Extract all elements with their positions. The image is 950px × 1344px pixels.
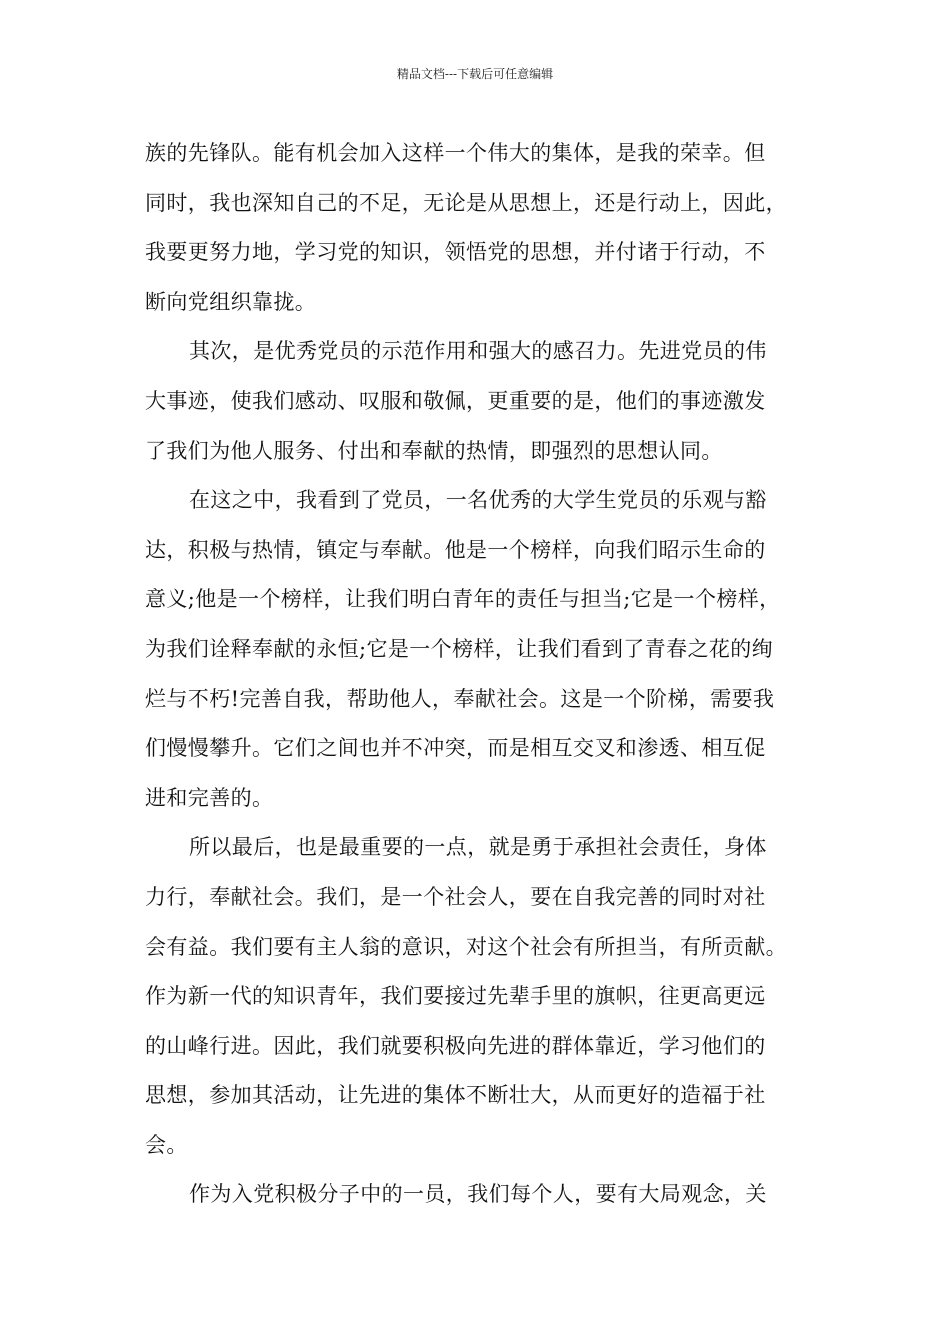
text-line: 作为新一代的知识青年，我们要接过先辈手里的旗帜，往更高更远 [145, 984, 766, 1009]
page-header: 精品文档---下载后可任意编辑 [396, 67, 554, 81]
text-line: 所以最后，也是最重要的一点，就是勇于承担社会责任，身体 [189, 835, 767, 860]
document-body [145, 129, 807, 1220]
text-line: 会。 [145, 1132, 188, 1157]
text-line: 的山峰行进。因此，我们就要积极向先进的群体靠近，学习他们的 [145, 1033, 766, 1058]
text-line: 我要更努力地，学习党的知识，领悟党的思想，并付诸于行动，不 [145, 240, 766, 265]
text-line: 断向党组织靠拢。 [145, 289, 317, 314]
text-line: 同时，我也深知自己的不足，无论是从思想上，还是行动上，因此， [145, 190, 787, 215]
text-line: 思想，参加其活动，让先进的集体不断壮大，从而更好的造福于社 [145, 1083, 766, 1108]
text-line: 作为入党积极分子中的一员，我们每个人，要有大局观念，关 [189, 1182, 767, 1207]
text-line: 会有益。我们要有主人翁的意识，对这个社会有所担当，有所贡献。 [145, 934, 787, 959]
text-line: 力行，奉献社会。我们，是一个社会人，要在自我完善的同时对社 [145, 884, 766, 909]
paragraph-3 [145, 476, 807, 823]
paragraph-1 [145, 129, 807, 327]
paragraph-4 [145, 823, 807, 1170]
text-line: 其次，是优秀党员的示范作用和强大的感召力。先进党员的伟 [189, 339, 767, 364]
text-line: 烂与不朽!完善自我，帮助他人，奉献社会。这是一个阶梯，需要我 [145, 686, 775, 711]
text-line: 为我们诠释奉献的永恒;它是一个榜样，让我们看到了青春之花的绚 [145, 636, 774, 661]
text-line: 意义;他是一个榜样，让我们明白青年的责任与担当;它是一个榜样， [145, 587, 781, 612]
text-line: 进和完善的。 [145, 785, 274, 810]
text-line: 们慢慢攀升。它们之间也并不冲突，而是相互交叉和渗透、相互促 [145, 736, 766, 761]
paragraph-5 [145, 1170, 807, 1220]
text-line: 达，积极与热情，镇定与奉献。他是一个榜样，向我们昭示生命的 [145, 537, 766, 562]
text-line: 大事迹，使我们感动、叹服和敬佩，更重要的是，他们的事迹激发 [145, 388, 766, 413]
text-line: 在这之中，我看到了党员，一名优秀的大学生党员的乐观与豁 [189, 488, 767, 513]
text-line: 了我们为他人服务、付出和奉献的热情，即强烈的思想认同。 [145, 438, 723, 463]
text-line: 族的先锋队。能有机会加入这样一个伟大的集体，是我的荣幸。但 [145, 141, 766, 165]
paragraph-2 [145, 327, 807, 476]
